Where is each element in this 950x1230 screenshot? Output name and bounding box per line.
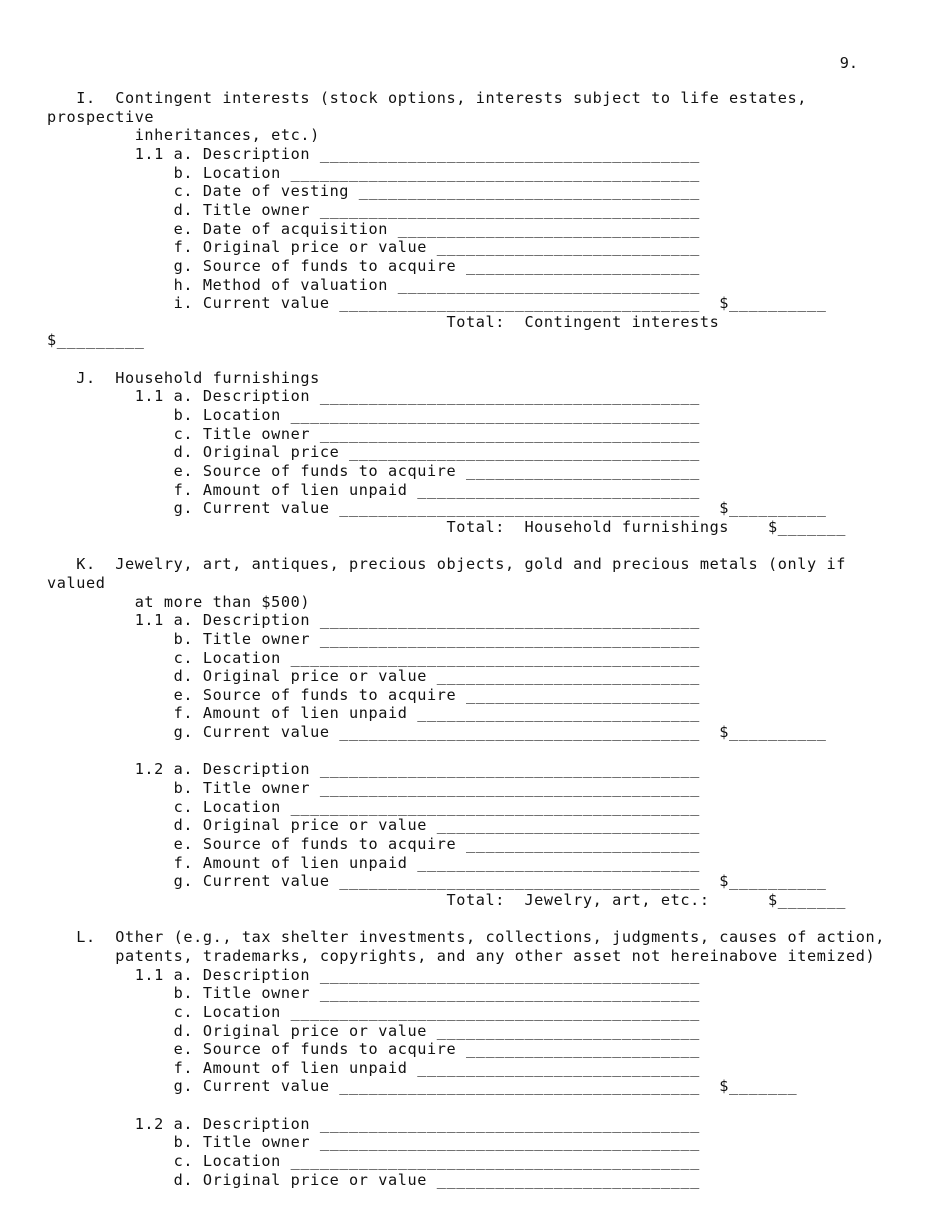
form-line: 1.1 a. Description _______________________________________	[47, 965, 700, 984]
form-line: b. Location __________________________________________	[47, 163, 700, 182]
form-line: e. Source of funds to acquire ________________________	[47, 1040, 700, 1059]
form-line: g. Current value _____________________________________ $__________	[47, 872, 827, 891]
form-line: c. Title owner _______________________________________	[47, 424, 700, 443]
form-line: f. Amount of lien unpaid _____________________________	[47, 704, 700, 723]
form-line: d. Original price ____________________________________	[47, 443, 700, 462]
form-line: f. Amount of lien unpaid _____________________________	[47, 480, 700, 499]
form-line: 1.2 a. Description _______________________________________	[47, 760, 700, 779]
form-line: L. Other (e.g., tax shelter investments, collections, judgments, causes of action,	[47, 928, 885, 947]
form-line: Total: Contingent interests	[47, 312, 720, 331]
form-line: f. Amount of lien unpaid _____________________________	[47, 1058, 700, 1077]
form-line: i. Current value _____________________________________ $__________	[47, 294, 827, 313]
form-line: d. Original price or value ___________________________	[47, 1170, 700, 1189]
form-line: f. Original price or value ___________________________	[47, 238, 700, 257]
form-line: g. Current value _____________________________________ $__________	[47, 499, 827, 518]
form-line: e. Date of acquisition _______________________________	[47, 219, 700, 238]
form-line: c. Location __________________________________________	[47, 797, 700, 816]
form-line: b. Location __________________________________________	[47, 406, 700, 425]
form-line: J. Household furnishings	[47, 368, 320, 387]
form-line: inheritances, etc.)	[47, 126, 320, 145]
form-line: f. Amount of lien unpaid _____________________________	[47, 853, 700, 872]
form-line: $_________	[47, 331, 145, 350]
form-line: c. Location __________________________________________	[47, 1152, 700, 1171]
form-line: g. Source of funds to acquire ________________________	[47, 256, 700, 275]
form-line: b. Title owner _______________________________________	[47, 984, 700, 1003]
page-number: 9.	[839, 54, 858, 72]
form-line: g. Current value _____________________________________ $_______	[47, 1077, 798, 1096]
form-line: d. Title owner _______________________________________	[47, 200, 700, 219]
form-line: c. Location __________________________________________	[47, 648, 700, 667]
form-line: e. Source of funds to acquire ________________________	[47, 462, 700, 480]
form-line: 1.1 a. Description _______________________________________	[47, 144, 700, 163]
form-line: I. Contingent interests (stock options, interests subject to life estates,	[47, 89, 808, 107]
form-line: b. Title owner _______________________________________	[47, 779, 700, 798]
form-line: d. Original price or value ___________________________	[47, 667, 700, 686]
form-line: K. Jewelry, art, antiques, precious objects, gold and precious metals (only if	[47, 555, 846, 574]
form-line: 1.2 a. Description _______________________________________	[47, 1114, 700, 1133]
form-line: Total: Jewelry, art, etc.: $_______	[47, 890, 846, 909]
form-line: prospective	[47, 107, 155, 126]
form-line: at more than $500)	[47, 592, 311, 611]
form-line: valued	[47, 573, 106, 592]
form-line: b. Title owner _______________________________________	[47, 1133, 700, 1152]
form-line: c. Date of vesting ___________________________________	[47, 182, 700, 201]
form-line: patents, trademarks, copyrights, and any other asset not hereinabove itemized)	[47, 946, 876, 965]
form-line: c. Location __________________________________________	[47, 1002, 700, 1021]
form-line: d. Original price or value ___________________________	[47, 1021, 700, 1040]
form-line: Total: Household furnishings $_______	[47, 517, 846, 536]
form-line: 1.1 a. Description _______________________________________	[47, 611, 700, 630]
form-line: d. Original price or value ___________________________	[47, 816, 700, 835]
form-line: 1.1 a. Description _______________________________________	[47, 387, 700, 406]
form-line: e. Source of funds to acquire ________________________	[47, 685, 700, 704]
form-line: h. Method of valuation _______________________________	[47, 275, 700, 294]
form-line: b. Title owner _______________________________________	[47, 629, 700, 648]
form-line: g. Current value _____________________________________ $__________	[47, 723, 827, 742]
form-line: e. Source of funds to acquire ________________________	[47, 835, 700, 853]
